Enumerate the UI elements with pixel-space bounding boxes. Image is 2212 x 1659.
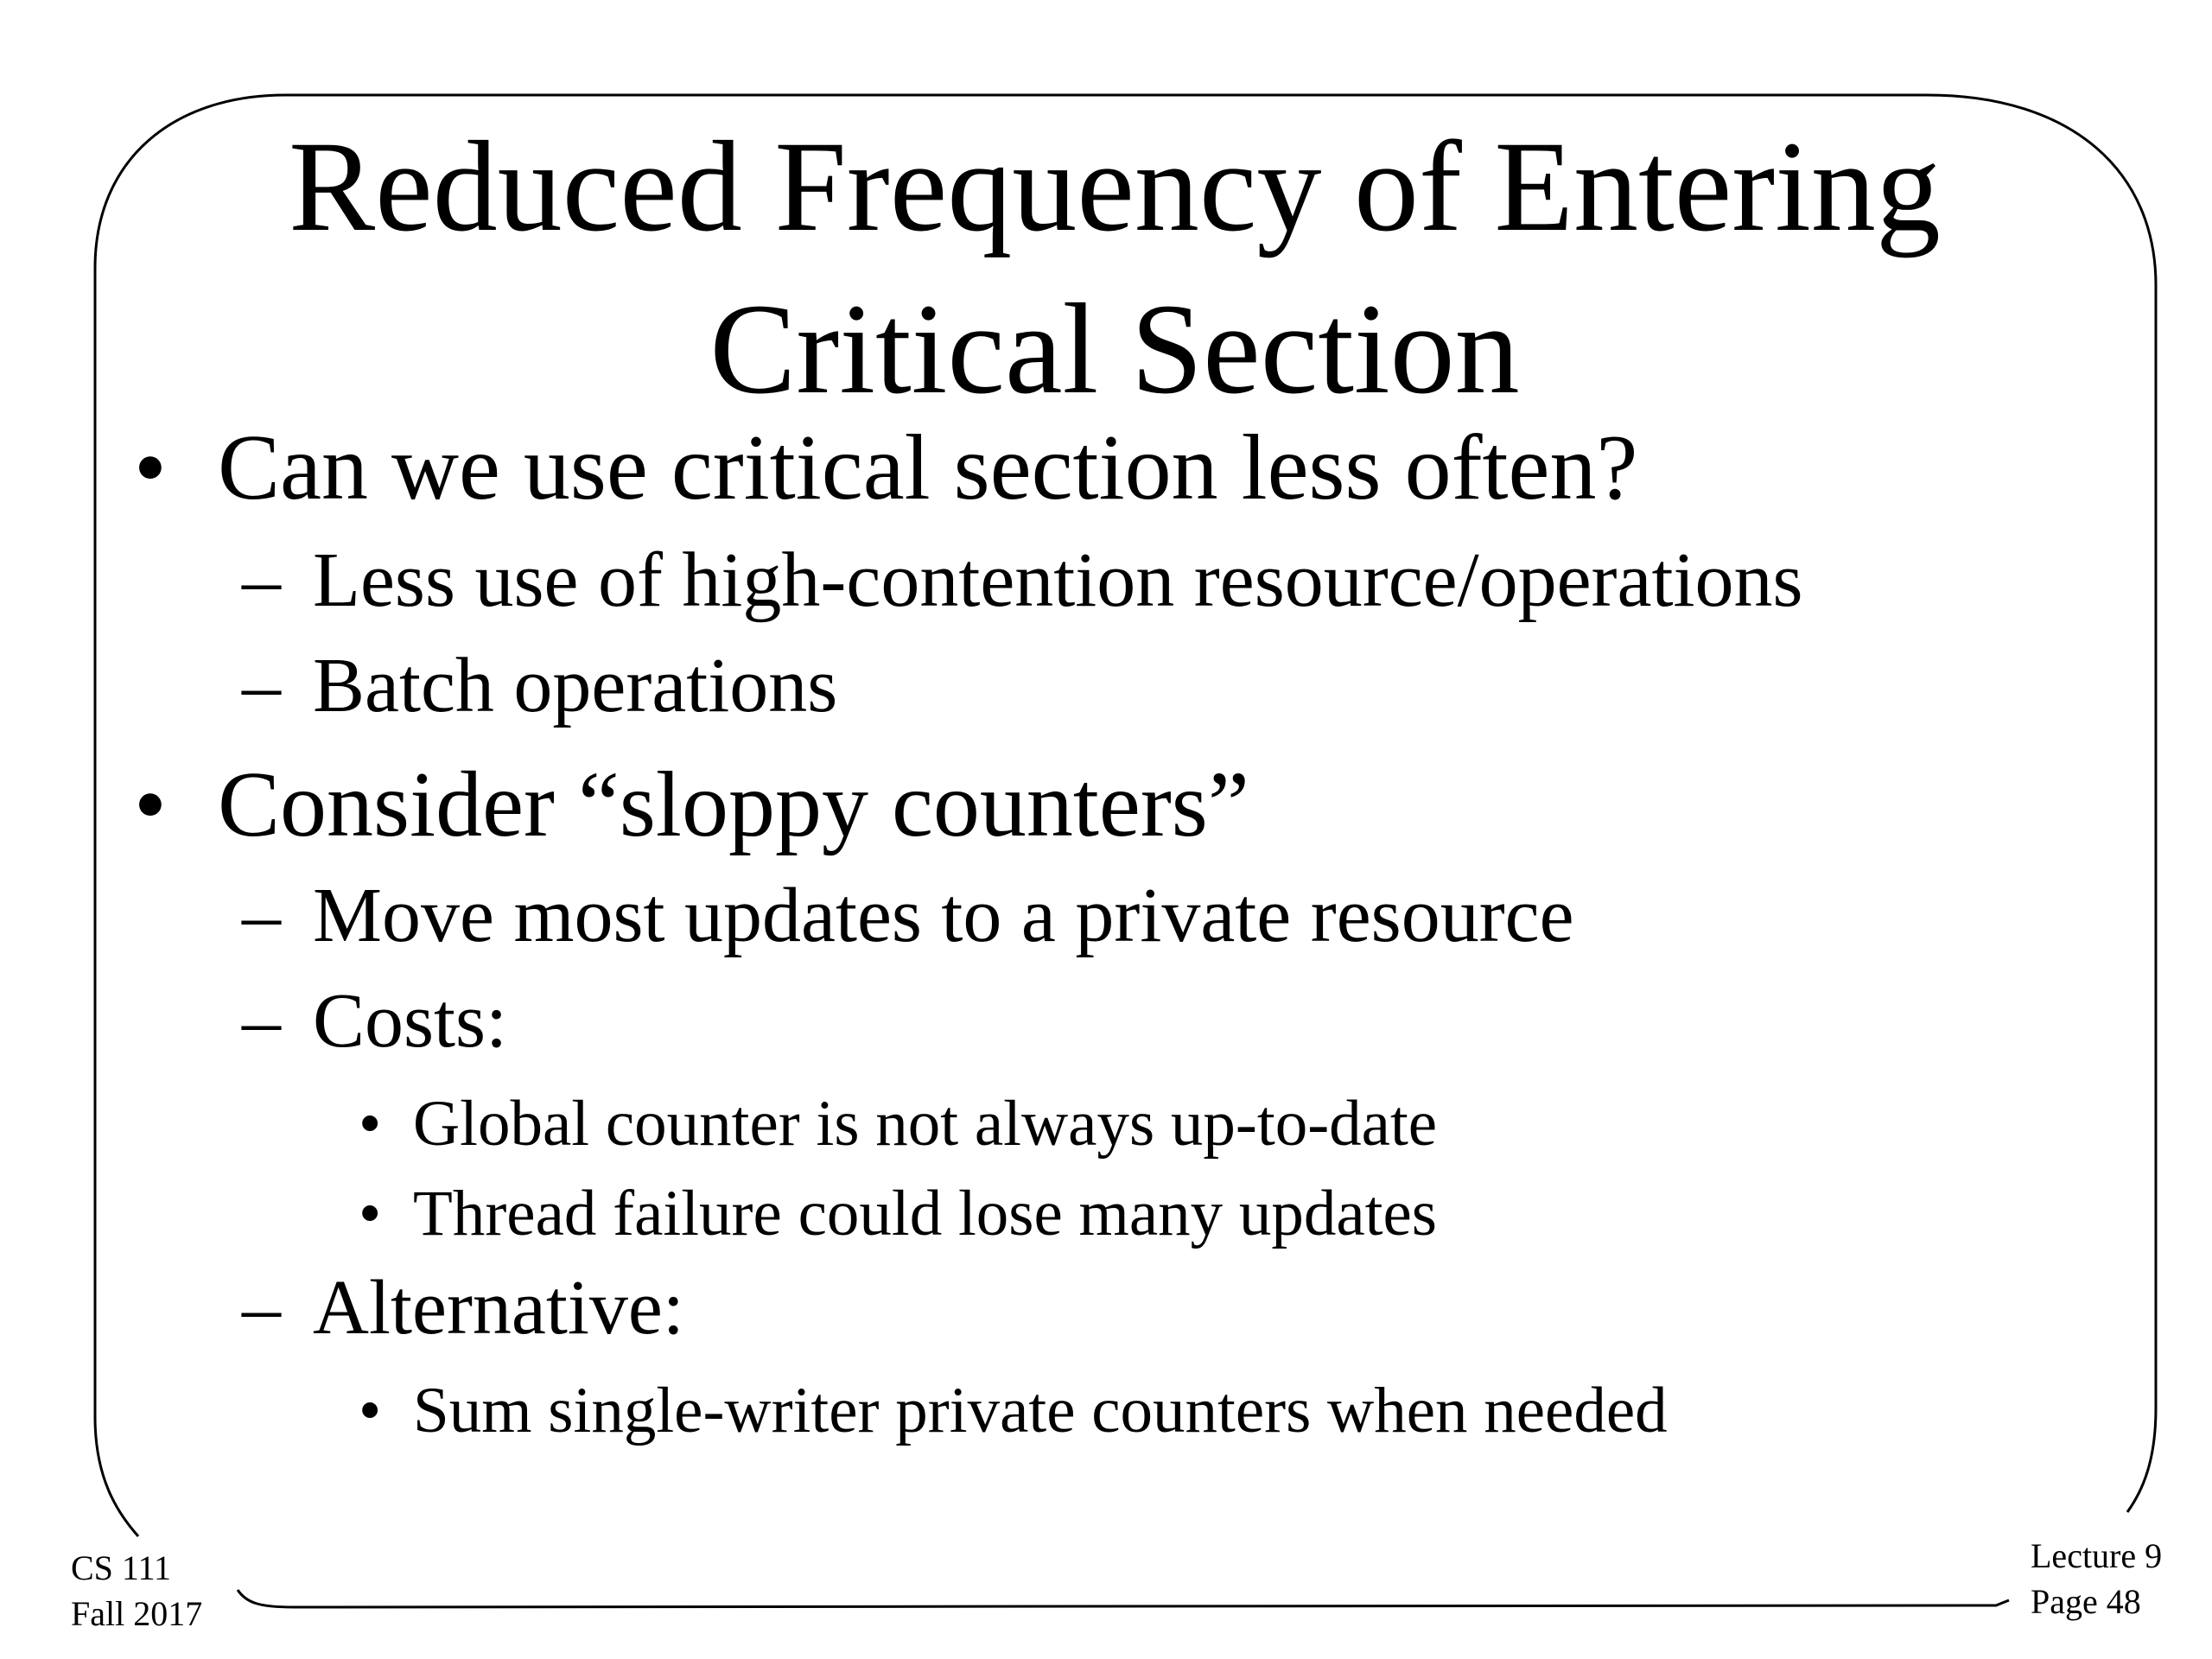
footer-right (2031, 1533, 2162, 1624)
bullet-marker: • (134, 753, 167, 856)
dash-marker: – (242, 537, 281, 623)
slide-title (95, 105, 2134, 430)
dash-marker: – (242, 873, 281, 958)
footer-page-number: Page 48 (2031, 1582, 2141, 1621)
sub-sub-bullet-text: Global counter is not always up-to-date (413, 1088, 1438, 1160)
footer-course: CS 111 (71, 1548, 171, 1587)
sub-bullet-text: Alternative: (313, 1265, 684, 1351)
dash-marker: – (242, 1265, 281, 1351)
slide-title-line-1: Reduced Frequency of Entering (289, 115, 1941, 258)
sub-bullet-text: Move most updates to a private resource (313, 873, 1574, 958)
sub-sub-bullet-marker: • (359, 1375, 382, 1446)
sub-bullet-text: Less use of high-contention resource/operations (313, 537, 1803, 623)
bullet-text: Consider “sloppy counters” (218, 753, 1249, 856)
sub-bullet-text: Batch operations (313, 643, 838, 728)
sub-bullet-text: Costs: (313, 978, 508, 1064)
sub-sub-bullet-marker: • (359, 1178, 382, 1249)
dash-marker: – (242, 643, 281, 728)
footer-term: Fall 2017 (71, 1594, 203, 1633)
footer-rule (238, 1590, 2009, 1607)
footer-left (71, 1545, 202, 1637)
footer-lecture: Lecture 9 (2031, 1536, 2163, 1575)
sub-sub-bullet-text: Thread failure could lose many updates (413, 1178, 1437, 1249)
sub-sub-bullet-marker: • (359, 1088, 382, 1160)
bullet-text: Can we use critical section less often? (218, 416, 1638, 519)
bullet-marker: • (134, 416, 167, 519)
sub-sub-bullet-text: Sum single-writer private counters when needed (413, 1375, 1668, 1446)
slide-title-line-2: Critical Section (709, 277, 1520, 421)
dash-marker: – (242, 978, 281, 1064)
